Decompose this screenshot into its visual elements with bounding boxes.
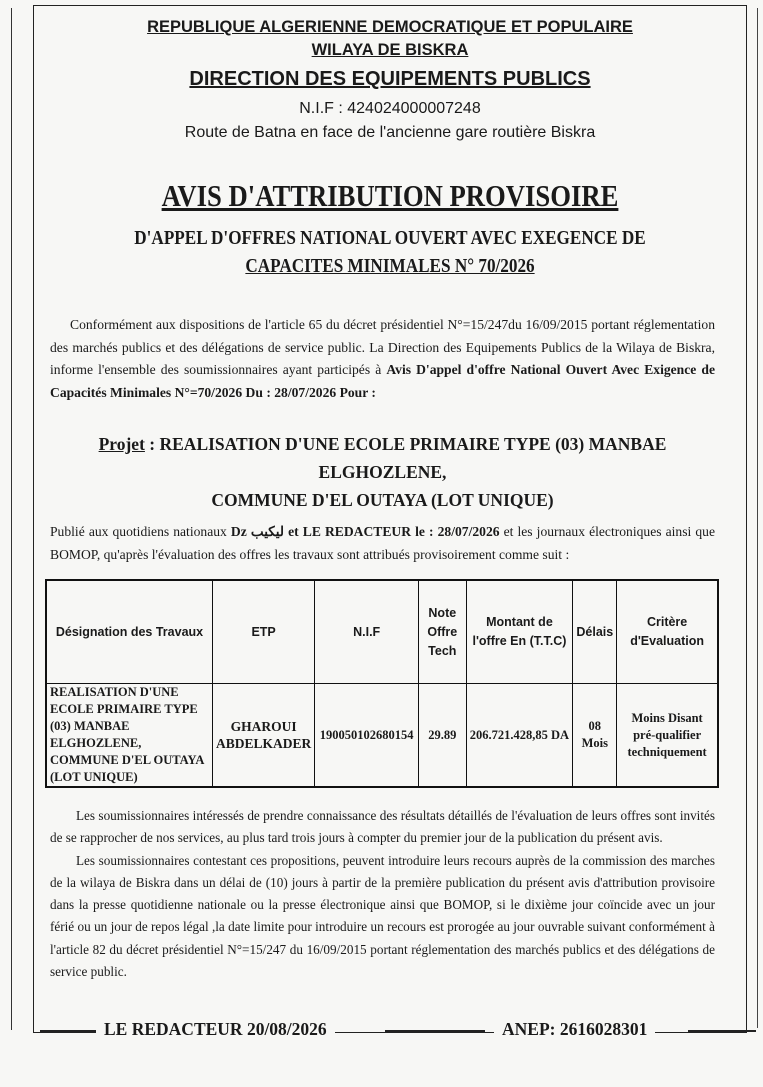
publication-text-2: et les journaux électroniques ainsi que BOMOP, qu'après l'évaluation des offres les travaux sont attribués provisoirement comme suit : [50, 524, 715, 562]
header-nif: N.I.F : 424024000007248 [299, 100, 481, 117]
footer-rule-middle [385, 1030, 485, 1032]
footer-rule-right [688, 1030, 756, 1032]
footer-anep: ANEP: 2616028301 [494, 1019, 655, 1040]
project-line-1: : REALISATION D'UNE ECOLE PRIMAIRE TYPE (03) MANBAE ELGHOZLENE, [144, 434, 667, 482]
cell-delais: 08 Mois [573, 684, 617, 788]
header-republic: REPUBLIQUE ALGERIENNE DEMOCRATIQUE ET POPULAIRE [147, 18, 633, 36]
footer-newspaper: LE REDACTEUR 20/08/2026 [96, 1019, 335, 1040]
table-row [46, 684, 718, 788]
publication-paragraph [50, 521, 715, 566]
notice-title: AVIS D'ATTRIBUTION PROVISOIRE [161, 178, 619, 213]
intro-bold-text: Avis D'appel d'offre National Ouvert Avec Exigence de Capacités Minimales N°=70/2026 Du : 28/07/2026 Pour : [50, 362, 715, 400]
publication-text-1: Publié aux quotidiens nationaux [50, 524, 231, 539]
notice-subtitle-1: D'APPEL D'OFFRES NATIONAL OUVERT AVEC EXEGENCE DE [134, 228, 646, 249]
closing-paragraphs [50, 805, 715, 983]
intro-paragraph [50, 314, 715, 404]
header-wilaya: WILAYA DE BISKRA [311, 41, 469, 59]
cell-etp: GHAROUI ABDELKADER [212, 684, 314, 788]
table-header-row [46, 580, 718, 684]
publication-bold-text: Dz ليكيب et LE REDACTEUR le : 28/07/2026 [230, 524, 500, 539]
left-margin-rule [11, 8, 12, 1030]
cell-nif: 190050102680154 [315, 684, 419, 788]
header-nif: N.I.F [315, 580, 419, 684]
project-label: Projet [98, 434, 145, 454]
cell-montant: 206.721.428,85 DA [466, 684, 573, 788]
header-critere: Critère d'Evaluation [617, 580, 718, 684]
cell-note: 29.89 [419, 684, 466, 788]
project-line-2: COMMUNE D'EL OUTAYA (LOT UNIQUE) [211, 490, 554, 510]
header-etp: ETP [212, 580, 314, 684]
project-heading [50, 430, 715, 514]
header-delais: Délais [573, 580, 617, 684]
cell-designation: REALISATION D'UNE ECOLE PRIMAIRE TYPE (03) MANBAE ELGHOZLENE, COMMUNE D'EL OUTAYA (LOT UNIQUE) [46, 684, 212, 788]
right-margin-rule [757, 8, 758, 1028]
results-paragraph: Les soumissionnaires intéressés de prendre connaissance des résultats détaillés de l'évaluation de leurs offres sont invités de se rapprocher de nos services, au plus tard trois jours à compter du premier jour de la publication du présent avis. [50, 808, 715, 846]
header-note: Note Offre Tech [419, 580, 466, 684]
notice-subtitle-2: CAPACITES MINIMALES N° 70/2026 [245, 256, 535, 277]
footer-rule-left [40, 1030, 100, 1032]
attribution-table [45, 579, 719, 788]
appeal-paragraph: Les soumissionnaires contestant ces propositions, peuvent introduire leurs recours auprès de la commission des marches de la wilaya de Biskra dans un délai de (10) jours à partir de la première publication du présent avis d'attribution provisoire dans la presse quotidienne nationale ou la presse électronique ainsi que BOMOP, si le dixième jour coïncide avec un jour férié ou un jour de repos légal ,la date limite pour introduire un recours est prorogée au jour ouvrable suivant conformément à l'article 82 du décret présidentiel N°=15/247 du 16/09/2015 portant réglementation des marchés publics et des délégations de service public. [50, 852, 715, 980]
header-designation: Désignation des Travaux [46, 580, 212, 684]
header-montant: Montant de l'offre En (T.T.C) [466, 580, 573, 684]
header-direction: DIRECTION DES EQUIPEMENTS PUBLICS [189, 68, 591, 90]
cell-critere: Moins Disant pré-qualifier techniquement [617, 684, 718, 788]
intro-text: Conformément aux dispositions de l'article 65 du décret présidentiel N°=15/247du 16/09/2015 portant réglementation des marchés publics et des délégations de service public. La Direction des Equipements Publics de la Wilaya de Biskra, informe l'ensemble des soumissionnaires ayant participés à [50, 317, 715, 377]
header-address: Route de Batna en face de l'ancienne gare routière Biskra [184, 124, 596, 141]
